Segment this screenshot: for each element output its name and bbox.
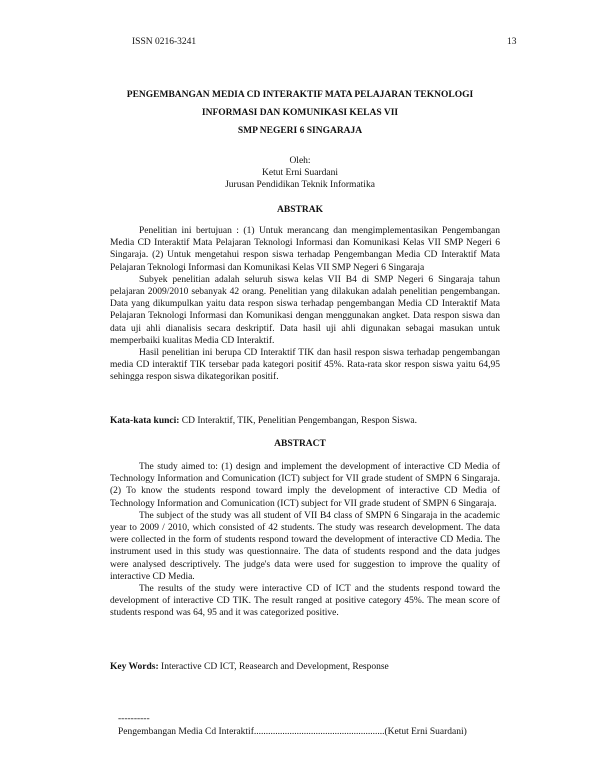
kata-kunci-label: Kata-kata kunci:: [110, 416, 180, 426]
key-words-text: Interactive CD ICT, Reasearch and Development, Response: [158, 662, 389, 672]
running-footer: Pengembangan Media Cd Interaktif.......................................................(Ketut Erni Suardani): [118, 727, 467, 737]
author-block: [90, 155, 510, 191]
title-line-3: SMP NEGERI 6 SINGARAJA: [237, 126, 363, 136]
kata-kunci-text: CD Interaktif, TIK, Penelitian Pengembangan, Respon Siswa.: [179, 416, 417, 426]
title-line-1: PENGEMBANGAN MEDIA CD INTERAKTIF MATA PELAJARAN TEKNOLOGI: [126, 90, 474, 100]
author-name: Ketut Erni Suardani: [262, 168, 338, 178]
abstrak-paragraph: Penelitian ini bertujuan : (1) Untuk merancang dan mengimplementasikan Pengembangan Media CD Interaktif Mata Pelajaran Teknologi Informasi dan Komunikasi Kelas VII SMP Negeri 6 Singaraja. (2) Untuk mengetahui respon siswa terhadap Pengembangan Media CD Interaktif Mata Pelajaran Teknologi Informasi dan Komunikasi Kelas VII SMP Negeri 6 Singaraja: [110, 226, 500, 273]
paper-title: [90, 86, 510, 140]
title-line-2: INFORMASI DAN KOMUNIKASI KELAS VII: [201, 108, 399, 118]
author-affiliation: Jurusan Pendidikan Teknik Informatika: [225, 180, 375, 190]
abstract-heading: ABSTRACT: [274, 439, 326, 449]
footnote-rule: ----------: [118, 714, 150, 724]
key-words-label: Key Words:: [110, 662, 159, 672]
issn-header: ISSN 0216-3241: [132, 37, 197, 47]
abstract-paragraph: The results of the study were interactive CD of ICT and the students respond toward the development of interactive CD TIK. The result ranged at positive category 45%. The mean score of students respond was 64, 95 and it was categorized positive.: [110, 584, 500, 619]
key-words: [110, 661, 500, 673]
abstrak-body: [110, 225, 500, 384]
kata-kunci: [110, 415, 500, 427]
page-number: 13: [507, 37, 517, 47]
abstrak-heading: ABSTRAK: [277, 205, 323, 215]
abstract-body: [110, 461, 500, 620]
abstract-paragraph: The subject of the study was all student of VII B4 class of SMPN 6 Singaraja in the academic year to 2009 / 2010, which consisted of 42 students. The study was research development. The data were collected in the form of students respond toward the development of interactive CD Media. The instrument used in this study was questionnaire. The data of students respond and the data judges were analysed descriptively. The judge's data were used for suggestion to improve the quality of interactive CD Media.: [110, 510, 500, 582]
abstrak-paragraph: Subyek penelitian adalah seluruh siswa kelas VII B4 di SMP Negeri 6 Singaraja tahun pelajaran 2009/2010 sebanyak 42 orang. Penelitian yang dilakukan adalah penelitian pengembangan. Data yang dikumpulkan yaitu data respon siswa terhadap pengembangan Media CD Interaktif Mata Pelajaran Teknologi Informasi dan Komunikasi dengan menggunakan angket. Data respon siswa dan data uji ahli dianalisis secara deskriptif. Data hasil uji ahli digunakan sebagai masukan untuk memperbaiki kualitas Media CD Interaktif.: [110, 274, 500, 346]
by-label: Oleh:: [289, 156, 311, 166]
abstrak-paragraph: Hasil penelitian ini berupa CD Interaktif TIK dan hasil respon siswa terhadap pengembangan media CD interaktif TIK tersebar pada kategori positif 45%. Rata-rata skor respon siswa yaitu 64,95 sehingga respon siswa dikategorikan positif.: [110, 348, 500, 383]
abstract-paragraph: The study aimed to: (1) design and implement the development of interactive CD Media of Technology Information and Comunication (ICT) subject for VII grade student of SMPN 6 Singaraja. (2) To know the students respond toward imply the development of interactive CD Media of Technology Information and Comunication (ICT) subject for VII grade student of SMPN 6 Singaraja.: [110, 462, 500, 509]
